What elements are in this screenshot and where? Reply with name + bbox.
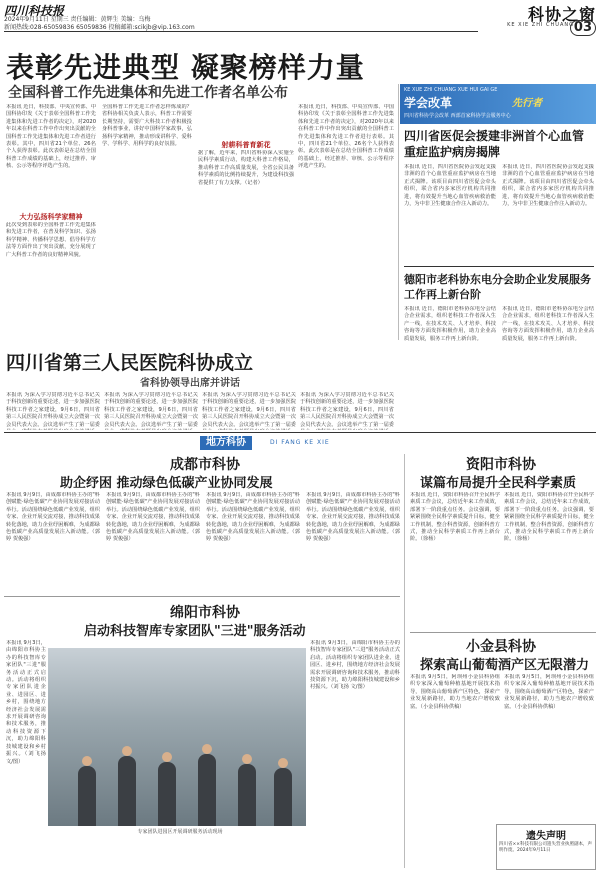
column-divider: [398, 84, 399, 340]
divider: [4, 596, 400, 597]
mianyang-text-2: 本报讯 9月3日，由绵阳市科协主办的科技智库专家团队"三进"服务活动正式启动。活动将组织专家团队进企业、进园区、进乡村，围绕地方经济社会发展需求开展调研咨询和技术服务，推动科技资源下沉，助力绵阳科技城建设和乡村振兴。（刘飞扬 文/图）: [310, 640, 400, 691]
local-section-pinyin: DI FANG KE XIE: [270, 439, 330, 446]
column-divider: [404, 454, 405, 868]
lead-text-2: 此次受到表彰的全国科普工作先进集体和先进工作者，在普及科学知识、弘扬科学精神、传播科学思想、倡导科学方法等方面作出了突出贡献，充分展现了广大科普工作者的良好精神风貌。: [6, 222, 96, 258]
local-section-title: 地方科协: [200, 436, 252, 450]
newspaper-logo: 四川科技报: [4, 4, 65, 18]
right-mid-headline: 德阳市老科协东电分会助企业发展服务工作再上新台阶: [404, 273, 591, 301]
divider: [410, 632, 596, 633]
page-number: 03: [570, 20, 596, 36]
section-header: [478, 0, 596, 36]
chengdu-text-2: 本报讯 9月9日，由成都市科协主办的"科创赋能·绿色低碳"产业协同发展对接活动举行。活动围绕绿色低碳产业发展，组织专家、企业开展交流对接，推动科技成果转化落地，助力企业纾困解难，为成都绿色低碳产业高质量发展注入新动能。（郭婷 贺俊强）: [106, 492, 200, 543]
event-photo: [48, 648, 306, 826]
xiaojin-headline: 探索高山葡萄酒产区无限潜力: [420, 658, 590, 673]
notice-body: 四川省××科技有限公司遗失营业执照副本，声明作废。2024年9月11日: [499, 842, 593, 853]
right-mid-text-2: 本报讯 近日，德阳市老科协东电分会结合企业需求，组织老科技工作者深入生产一线，在技术攻关、人才培养、科技咨询等方面发挥积极作用，助力企业高质量发展，服务工作再上新台阶。: [502, 306, 594, 342]
divider: [404, 266, 594, 267]
middle-text-3: 本报讯 为深入学习贯彻习近平总书记关于科技创新的重要论述，进一步加强医院科技工作者之家建设，9月6日，四川省第三人民医院召开科协成立大会暨第一次会员代表大会。会议选举产生了第一届委: [202, 392, 296, 428]
lost-notice: [496, 824, 596, 870]
lead-subtitle-1: 大力弘扬科学家精神: [19, 213, 83, 221]
right-top-text-2: 本报讯 近日，四川省医院协会发起支援非洲的首个心血管重症监护病房在当地正式揭牌。该项目由四川省医促会牵头组织，联合省内多家医疗机构共同推进，将有效提升当地心血管疾病救治能力，为中非卫生健康合作注入新动力。: [502, 164, 594, 208]
banner-title: 学会改革: [404, 96, 453, 110]
chengdu-text-3: 本报讯 9月9日，由成都市科协主办的"科创赋能·绿色低碳"产业协同发展对接活动举行。活动围绕绿色低碳产业发展，组织专家、企业开展交流对接，推动科技成果转化落地，助力企业纾困解难，为成都绿色低碳产业高质量发展注入新动能。（郭婷 贺俊强）: [206, 492, 300, 543]
mianyang-headline: 启动科技智库专家团队"三进"服务活动: [84, 624, 306, 639]
xiaojin-text-2: 本报讯 9月5日，阿坝州小金县科协组织专家深入葡萄种植基地开展技术指导，围绕高山葡萄酒产区特色，探索产业发展新路径，助力当地农户增收致富。（小金县科协供稿）: [504, 674, 594, 710]
right-mid-text-1: 本报讯 近日，德阳市老科协东电分会结合企业需求，组织老科技工作者深入生产一线，在技术攻关、人才培养、科技咨询等方面发挥积极作用，助力企业高质量发展，服务工作再上新台阶。: [404, 306, 496, 342]
chengdu-text-4: 本报讯 9月9日，由成都市科协主办的"科创赋能·绿色低碳"产业协同发展对接活动举行。活动围绕绿色低碳产业发展，组织专家、企业开展交流对接，推动科技成果转化落地，助力企业纾困解难，为成都绿色低碳产业高质量发展注入新动能。（郭婷 贺俊强）: [306, 492, 400, 543]
middle-subhead: 省科协领导出席并讲话: [140, 378, 240, 389]
lead-text-3: 全国科普工作先进工作者怎样炼成的？省科协相关负责人表示，科普工作需要长期坚持，需要广大科技工作者积极投身科普事业，讲好中国科学家故事，弘扬科学家精神，推动形成讲科学、爱科学、学科学、用科学的良好氛围。: [102, 104, 192, 148]
section-title: 科协之窗: [527, 5, 596, 24]
notice-title: 遗失声明: [526, 831, 566, 842]
contact-line: 新闻热线:028-65059836 65059836 投稿邮箱:scikjb@vip.163.com: [4, 24, 195, 31]
lead-text-5: 本报讯 近日，科技部、中央宣传部、中国科协印发《关于表彰全国科普工作先进集体和先进工作者的决定》，对2020年以来在科普工作中作出突出贡献的全国科普工作先进集体和先进工作者进行表彰。其中，四川省21个单位、26名个人获得表彰。此次表彰是在总结全国科普工作成绩的基础上，经过推荐、审核、公示等程序评选产生的。: [298, 104, 394, 170]
chengdu-org: 成都市科协: [170, 457, 240, 473]
reform-banner: [400, 84, 596, 124]
banner-keyword: 先行者: [512, 98, 542, 109]
masthead-info: [4, 16, 195, 32]
mianyang-text-1: 本报讯 9月3日，由绵阳市科协主办的科技智库专家团队"三进"服务活动正式启动。活动将组织专家团队进企业、进园区、进乡村，围绕地方经济社会发展需求开展调研咨询和技术服务，推动科技资源下沉，助力绵阳科技城建设和乡村振兴。（刘飞扬 文/图）: [6, 640, 46, 765]
mianyang-org: 绵阳市科协: [170, 605, 240, 621]
divider: [4, 432, 596, 433]
lead-text-4: 据了解，近年来，四川省科协深入实施全民科学素质行动，构建大科普工作格局，推动科普工作高质量发展，全省公民具备科学素质的比例持续提升，为建设科技强省提供了有力支撑。（记者）: [198, 150, 294, 186]
middle-text-4: 本报讯 为深入学习贯彻习近平总书记关于科技创新的重要论述，进一步加强医院科技工作者之家建设，9月6日，四川省第三人民医院召开科协成立大会暨第一次会员代表大会。会议选举产生了第一届委: [300, 392, 394, 428]
ziyang-org: 资阳市科协: [466, 457, 536, 473]
section-pinyin: KE XIE ZHI CHUANG: [507, 22, 574, 28]
ziyang-text-1: 本报讯 近日，资阳市科协召开全民科学素质工作会议，总结近年来工作成效，部署下一阶段重点任务。会议强调，要紧紧围绕全民科学素质提升目标，健全工作机制，整合科普资源，创新科普方式，推动全民科学素质工作再上新台阶。（徐杨）: [410, 492, 500, 543]
chengdu-text-1: 本报讯 9月9日，由成都市科协主办的"科创赋能·绿色低碳"产业协同发展对接活动举行。活动围绕绿色低碳产业发展，组织专家、企业开展交流对接，推动科技成果转化落地，助力企业纾困解难，为成都绿色低碳产业高质量发展注入新动能。（郭婷 贺俊强）: [6, 492, 100, 543]
banner-subtitle: 四川省科协学会改革 西部首家科协学会服务中心: [404, 113, 511, 119]
ziyang-headline: 谋篇布局提升全民科学素质: [420, 476, 577, 491]
local-section-bar: [200, 436, 400, 450]
right-top-text-1: 本报讯 近日，四川省医院协会发起支援非洲的首个心血管重症监护病房在当地正式揭牌。该项目由四川省医促会牵头组织，联合省内多家医疗机构共同推进，将有效提升当地心血管疾病救治能力，为中非卫生健康合作注入新动力。: [404, 164, 496, 208]
lead-subhead: 全国科普工作先进集体和先进工作者名单公布: [8, 85, 288, 101]
lead-text-1: 本报讯 近日，科技部、中央宣传部、中国科协印发《关于表彰全国科普工作先进集体和先进工作者的决定》，对2020年以来在科普工作中作出突出贡献的全国科普工作先进集体和先进工作者进行表彰。其中，四川省21个单位、26名个人获得表彰。此次表彰是在总结全国科普工作成绩的基础上，经过推荐、审核、公示等程序评选产生的。: [6, 104, 96, 170]
photo-caption: 专家团队进园区开展调研服务活动现场: [137, 829, 223, 835]
date-line: 2024年9月11日 星期三 责任编辑：黄辉生 美编：乌梅: [4, 16, 151, 23]
lead-headline: 表彰先进典型 凝聚榜样力量: [6, 51, 365, 84]
banner-pinyin: KE XUE ZHI CHUANG XUE HUI GAI GE: [404, 87, 498, 93]
chengdu-headline: 助企纾困 推动绿色低碳产业协同发展: [60, 476, 273, 491]
ziyang-text-2: 本报讯 近日，资阳市科协召开全民科学素质工作会议，总结近年来工作成效，部署下一阶段重点任务。会议强调，要紧紧围绕全民科学素质提升目标，健全工作机制，整合科普资源，创新科普方式，推动全民科学素质工作再上新台阶。（徐杨）: [504, 492, 594, 543]
middle-text-2: 本报讯 为深入学习贯彻习近平总书记关于科技创新的重要论述，进一步加强医院科技工作者之家建设，9月6日，四川省第三人民医院召开科协成立大会暨第一次会员代表大会。会议选举产生了第一届委: [104, 392, 198, 428]
right-top-headline: 四川省医促会援建非洲首个心血管重症监护病房揭牌: [404, 129, 585, 159]
xiaojin-org: 小金县科协: [466, 639, 536, 655]
middle-text-1: 本报讯 为深入学习贯彻习近平总书记关于科技创新的重要论述，进一步加强医院科技工作者之家建设，9月6日，四川省第三人民医院召开科协成立大会暨第一次会员代表大会。会议选举产生了第一届委: [6, 392, 100, 428]
xiaojin-text-1: 本报讯 9月5日，阿坝州小金县科协组织专家深入葡萄种植基地开展技术指导，围绕高山葡萄酒产区特色，探索产业发展新路径，助力当地农户增收致富。（小金县科协供稿）: [410, 674, 500, 710]
middle-headline: 四川省第三人民医院科协成立: [6, 352, 254, 374]
lead-subtitle-2: 射耕科普育新花: [221, 141, 271, 149]
